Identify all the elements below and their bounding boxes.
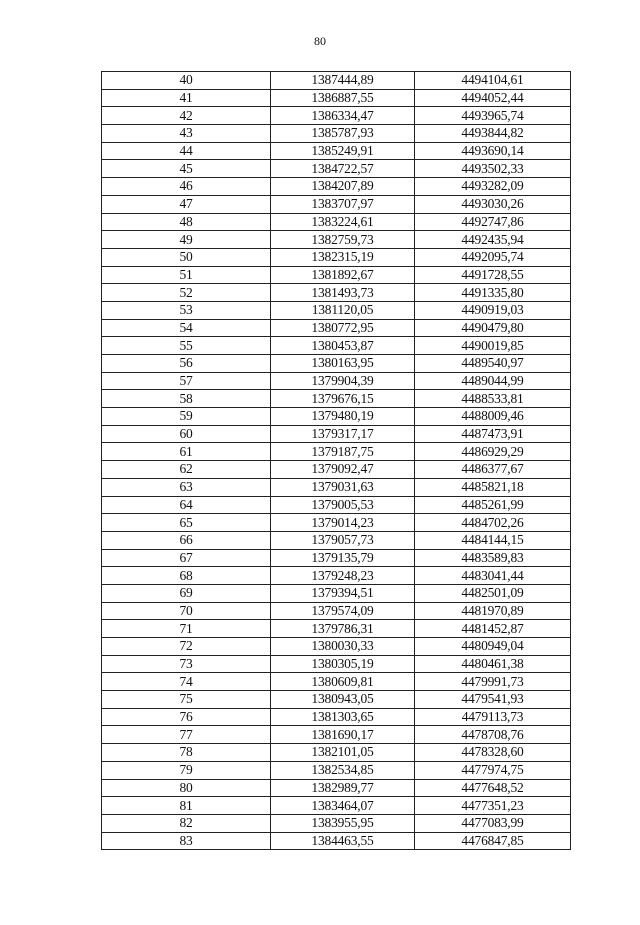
point-number-cell: 79 bbox=[102, 761, 271, 779]
table-row bbox=[102, 248, 571, 266]
y-coordinate-cell: 4486929,29 bbox=[415, 443, 571, 461]
table-row bbox=[102, 160, 571, 178]
y-coordinate-cell: 4491728,55 bbox=[415, 266, 571, 284]
point-number-cell: 67 bbox=[102, 549, 271, 567]
table-row bbox=[102, 655, 571, 673]
x-coordinate-cell: 1379014,23 bbox=[271, 514, 415, 532]
point-number-cell: 71 bbox=[102, 620, 271, 638]
table-row bbox=[102, 531, 571, 549]
y-coordinate-cell: 4485821,18 bbox=[415, 478, 571, 496]
point-number-cell: 56 bbox=[102, 355, 271, 373]
x-coordinate-cell: 1379904,39 bbox=[271, 372, 415, 390]
table-row bbox=[102, 638, 571, 656]
table-row bbox=[102, 673, 571, 691]
y-coordinate-cell: 4479113,73 bbox=[415, 708, 571, 726]
y-coordinate-cell: 4492435,94 bbox=[415, 231, 571, 249]
table-row bbox=[102, 284, 571, 302]
point-number-cell: 44 bbox=[102, 142, 271, 160]
table-row bbox=[102, 142, 571, 160]
table-row bbox=[102, 195, 571, 213]
table-row bbox=[102, 567, 571, 585]
x-coordinate-cell: 1386887,55 bbox=[271, 89, 415, 107]
x-coordinate-cell: 1379135,79 bbox=[271, 549, 415, 567]
table-row bbox=[102, 708, 571, 726]
point-number-cell: 55 bbox=[102, 337, 271, 355]
x-coordinate-cell: 1386334,47 bbox=[271, 107, 415, 125]
table-row bbox=[102, 178, 571, 196]
table-row bbox=[102, 814, 571, 832]
y-coordinate-cell: 4488009,46 bbox=[415, 408, 571, 426]
point-number-cell: 65 bbox=[102, 514, 271, 532]
table-row bbox=[102, 408, 571, 426]
coordinates-table bbox=[101, 71, 571, 850]
table-row bbox=[102, 390, 571, 408]
x-coordinate-cell: 1381892,67 bbox=[271, 266, 415, 284]
point-number-cell: 40 bbox=[102, 72, 271, 90]
table-row bbox=[102, 461, 571, 479]
y-coordinate-cell: 4493502,33 bbox=[415, 160, 571, 178]
x-coordinate-cell: 1382534,85 bbox=[271, 761, 415, 779]
y-coordinate-cell: 4488533,81 bbox=[415, 390, 571, 408]
page-number: 80 bbox=[314, 34, 326, 48]
y-coordinate-cell: 4489044,99 bbox=[415, 372, 571, 390]
point-number-cell: 54 bbox=[102, 319, 271, 337]
x-coordinate-cell: 1379031,63 bbox=[271, 478, 415, 496]
y-coordinate-cell: 4476847,85 bbox=[415, 832, 571, 850]
table-row bbox=[102, 355, 571, 373]
point-number-cell: 52 bbox=[102, 284, 271, 302]
x-coordinate-cell: 1379092,47 bbox=[271, 461, 415, 479]
table-row bbox=[102, 337, 571, 355]
y-coordinate-cell: 4477351,23 bbox=[415, 797, 571, 815]
table-row bbox=[102, 496, 571, 514]
x-coordinate-cell: 1379317,17 bbox=[271, 425, 415, 443]
y-coordinate-cell: 4479541,93 bbox=[415, 691, 571, 709]
table-row bbox=[102, 744, 571, 762]
x-coordinate-cell: 1387444,89 bbox=[271, 72, 415, 90]
table-row bbox=[102, 231, 571, 249]
y-coordinate-cell: 4493690,14 bbox=[415, 142, 571, 160]
x-coordinate-cell: 1382759,73 bbox=[271, 231, 415, 249]
table-row bbox=[102, 832, 571, 850]
table-row bbox=[102, 372, 571, 390]
point-number-cell: 77 bbox=[102, 726, 271, 744]
y-coordinate-cell: 4490019,85 bbox=[415, 337, 571, 355]
point-number-cell: 66 bbox=[102, 531, 271, 549]
x-coordinate-cell: 1381690,17 bbox=[271, 726, 415, 744]
point-number-cell: 47 bbox=[102, 195, 271, 213]
y-coordinate-cell: 4490479,80 bbox=[415, 319, 571, 337]
table-row bbox=[102, 107, 571, 125]
point-number-cell: 61 bbox=[102, 443, 271, 461]
x-coordinate-cell: 1382315,19 bbox=[271, 248, 415, 266]
point-number-cell: 53 bbox=[102, 301, 271, 319]
y-coordinate-cell: 4477974,75 bbox=[415, 761, 571, 779]
table-row bbox=[102, 125, 571, 143]
y-coordinate-cell: 4493282,09 bbox=[415, 178, 571, 196]
point-number-cell: 41 bbox=[102, 89, 271, 107]
x-coordinate-cell: 1381493,73 bbox=[271, 284, 415, 302]
table-row bbox=[102, 213, 571, 231]
y-coordinate-cell: 4493030,26 bbox=[415, 195, 571, 213]
table-row bbox=[102, 319, 571, 337]
x-coordinate-cell: 1385249,91 bbox=[271, 142, 415, 160]
table-row bbox=[102, 797, 571, 815]
x-coordinate-cell: 1383707,97 bbox=[271, 195, 415, 213]
point-number-cell: 51 bbox=[102, 266, 271, 284]
x-coordinate-cell: 1380163,95 bbox=[271, 355, 415, 373]
y-coordinate-cell: 4487473,91 bbox=[415, 425, 571, 443]
x-coordinate-cell: 1384207,89 bbox=[271, 178, 415, 196]
y-coordinate-cell: 4479991,73 bbox=[415, 673, 571, 691]
point-number-cell: 62 bbox=[102, 461, 271, 479]
y-coordinate-cell: 4478328,60 bbox=[415, 744, 571, 762]
y-coordinate-cell: 4485261,99 bbox=[415, 496, 571, 514]
point-number-cell: 46 bbox=[102, 178, 271, 196]
x-coordinate-cell: 1379574,09 bbox=[271, 602, 415, 620]
table-row bbox=[102, 779, 571, 797]
table-row bbox=[102, 72, 571, 90]
table-row bbox=[102, 726, 571, 744]
x-coordinate-cell: 1382101,05 bbox=[271, 744, 415, 762]
y-coordinate-cell: 4484702,26 bbox=[415, 514, 571, 532]
point-number-cell: 42 bbox=[102, 107, 271, 125]
table-row bbox=[102, 691, 571, 709]
point-number-cell: 50 bbox=[102, 248, 271, 266]
x-coordinate-cell: 1379187,75 bbox=[271, 443, 415, 461]
x-coordinate-cell: 1384722,57 bbox=[271, 160, 415, 178]
x-coordinate-cell: 1380453,87 bbox=[271, 337, 415, 355]
point-number-cell: 60 bbox=[102, 425, 271, 443]
x-coordinate-cell: 1381120,05 bbox=[271, 301, 415, 319]
x-coordinate-cell: 1383224,61 bbox=[271, 213, 415, 231]
x-coordinate-cell: 1383955,95 bbox=[271, 814, 415, 832]
x-coordinate-cell: 1380609,81 bbox=[271, 673, 415, 691]
x-coordinate-cell: 1379394,51 bbox=[271, 584, 415, 602]
y-coordinate-cell: 4493965,74 bbox=[415, 107, 571, 125]
point-number-cell: 45 bbox=[102, 160, 271, 178]
x-coordinate-cell: 1380305,19 bbox=[271, 655, 415, 673]
y-coordinate-cell: 4493844,82 bbox=[415, 125, 571, 143]
point-number-cell: 75 bbox=[102, 691, 271, 709]
x-coordinate-cell: 1379480,19 bbox=[271, 408, 415, 426]
y-coordinate-cell: 4477648,52 bbox=[415, 779, 571, 797]
point-number-cell: 83 bbox=[102, 832, 271, 850]
y-coordinate-cell: 4486377,67 bbox=[415, 461, 571, 479]
y-coordinate-cell: 4492095,74 bbox=[415, 248, 571, 266]
point-number-cell: 49 bbox=[102, 231, 271, 249]
point-number-cell: 68 bbox=[102, 567, 271, 585]
table-row bbox=[102, 602, 571, 620]
y-coordinate-cell: 4492747,86 bbox=[415, 213, 571, 231]
x-coordinate-cell: 1379786,31 bbox=[271, 620, 415, 638]
table-row bbox=[102, 89, 571, 107]
point-number-cell: 43 bbox=[102, 125, 271, 143]
x-coordinate-cell: 1379005,53 bbox=[271, 496, 415, 514]
y-coordinate-cell: 4484144,15 bbox=[415, 531, 571, 549]
x-coordinate-cell: 1379057,73 bbox=[271, 531, 415, 549]
y-coordinate-cell: 4483589,83 bbox=[415, 549, 571, 567]
y-coordinate-cell: 4482501,09 bbox=[415, 584, 571, 602]
table-row bbox=[102, 549, 571, 567]
point-number-cell: 76 bbox=[102, 708, 271, 726]
y-coordinate-cell: 4490919,03 bbox=[415, 301, 571, 319]
x-coordinate-cell: 1379248,23 bbox=[271, 567, 415, 585]
y-coordinate-cell: 4489540,97 bbox=[415, 355, 571, 373]
table-row bbox=[102, 478, 571, 496]
point-number-cell: 64 bbox=[102, 496, 271, 514]
x-coordinate-cell: 1380943,05 bbox=[271, 691, 415, 709]
y-coordinate-cell: 4480461,38 bbox=[415, 655, 571, 673]
table-row bbox=[102, 425, 571, 443]
y-coordinate-cell: 4491335,80 bbox=[415, 284, 571, 302]
x-coordinate-cell: 1379676,15 bbox=[271, 390, 415, 408]
x-coordinate-cell: 1385787,93 bbox=[271, 125, 415, 143]
point-number-cell: 58 bbox=[102, 390, 271, 408]
table-row bbox=[102, 301, 571, 319]
point-number-cell: 48 bbox=[102, 213, 271, 231]
y-coordinate-cell: 4494104,61 bbox=[415, 72, 571, 90]
point-number-cell: 82 bbox=[102, 814, 271, 832]
point-number-cell: 81 bbox=[102, 797, 271, 815]
point-number-cell: 59 bbox=[102, 408, 271, 426]
point-number-cell: 80 bbox=[102, 779, 271, 797]
x-coordinate-cell: 1383464,07 bbox=[271, 797, 415, 815]
point-number-cell: 74 bbox=[102, 673, 271, 691]
table-row bbox=[102, 514, 571, 532]
x-coordinate-cell: 1380030,33 bbox=[271, 638, 415, 656]
y-coordinate-cell: 4478708,76 bbox=[415, 726, 571, 744]
y-coordinate-cell: 4483041,44 bbox=[415, 567, 571, 585]
point-number-cell: 73 bbox=[102, 655, 271, 673]
x-coordinate-cell: 1381303,65 bbox=[271, 708, 415, 726]
point-number-cell: 70 bbox=[102, 602, 271, 620]
point-number-cell: 72 bbox=[102, 638, 271, 656]
table-row bbox=[102, 443, 571, 461]
table-row bbox=[102, 620, 571, 638]
coordinates-table-body bbox=[102, 72, 571, 850]
point-number-cell: 63 bbox=[102, 478, 271, 496]
table-row bbox=[102, 584, 571, 602]
x-coordinate-cell: 1380772,95 bbox=[271, 319, 415, 337]
y-coordinate-cell: 4481452,87 bbox=[415, 620, 571, 638]
y-coordinate-cell: 4481970,89 bbox=[415, 602, 571, 620]
x-coordinate-cell: 1382989,77 bbox=[271, 779, 415, 797]
table-row bbox=[102, 266, 571, 284]
y-coordinate-cell: 4480949,04 bbox=[415, 638, 571, 656]
x-coordinate-cell: 1384463,55 bbox=[271, 832, 415, 850]
point-number-cell: 69 bbox=[102, 584, 271, 602]
table-row bbox=[102, 761, 571, 779]
y-coordinate-cell: 4494052,44 bbox=[415, 89, 571, 107]
y-coordinate-cell: 4477083,99 bbox=[415, 814, 571, 832]
point-number-cell: 78 bbox=[102, 744, 271, 762]
point-number-cell: 57 bbox=[102, 372, 271, 390]
